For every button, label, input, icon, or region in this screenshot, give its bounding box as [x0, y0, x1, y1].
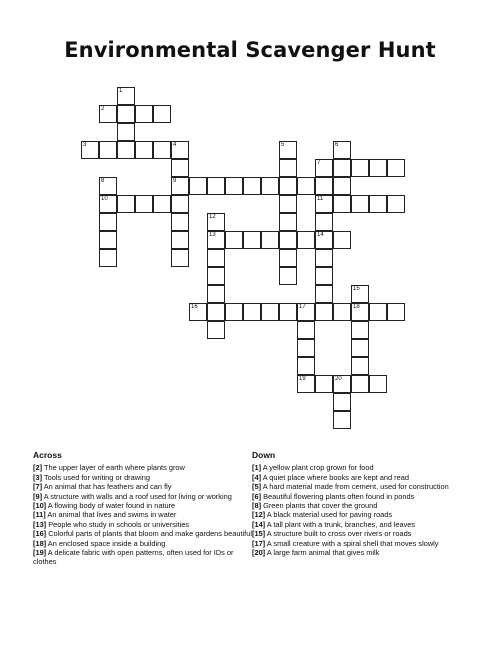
grid-cell[interactable] — [297, 321, 315, 339]
clue-text: A black material used for paving roads — [265, 510, 393, 520]
clue-number: [4] — [252, 472, 262, 482]
grid-cell[interactable] — [297, 375, 315, 393]
clue-number: [16] — [33, 529, 47, 539]
grid-cell[interactable] — [171, 213, 189, 231]
cell-number: 12 — [209, 214, 216, 220]
clue-text: A hard material made from cement, used for construction — [261, 482, 449, 492]
clue-text: A structure with walls and a roof used for living or working — [42, 491, 232, 501]
across-clue — [33, 463, 255, 472]
grid-cell[interactable] — [225, 231, 243, 249]
grid-cell[interactable] — [171, 141, 189, 159]
clue-text: An animal that has feathers and can fly — [42, 482, 172, 492]
down-clues — [252, 451, 474, 557]
clue-number: [17] — [252, 538, 266, 548]
grid-cell[interactable] — [207, 303, 225, 321]
cell-number: 13 — [209, 232, 216, 238]
cell-number: 14 — [317, 232, 324, 238]
clue-text: The upper layer of earth where plants grow — [42, 463, 185, 473]
grid-cell[interactable] — [207, 213, 225, 231]
clue-text: A yellow plant crop grown for food — [261, 463, 374, 473]
cell-number: 16 — [191, 304, 198, 310]
grid-cell[interactable] — [369, 195, 387, 213]
clue-number: [7] — [33, 482, 43, 492]
cell-number: 3 — [83, 142, 87, 148]
grid-cell[interactable] — [261, 231, 279, 249]
down-clue-list — [252, 463, 474, 557]
grid-cell[interactable] — [243, 303, 261, 321]
grid-cell[interactable] — [387, 303, 405, 321]
grid-cell[interactable] — [153, 195, 171, 213]
grid-cell[interactable] — [333, 159, 351, 177]
cell-number: 19 — [299, 376, 306, 382]
down-clue — [252, 463, 474, 472]
grid-cell[interactable] — [333, 393, 351, 411]
cell-number: 20 — [335, 376, 342, 382]
clue-number: [12] — [252, 510, 266, 520]
grid-cell[interactable] — [279, 141, 297, 159]
puzzle-title: Environmental Scavenger Hunt — [64, 38, 436, 62]
cell-number: 11 — [317, 196, 324, 202]
grid-cell[interactable] — [297, 357, 315, 375]
down-clue — [252, 473, 474, 482]
cell-number: 8 — [101, 178, 105, 184]
across-heading: Across — [33, 450, 62, 460]
clue-number: [15] — [252, 529, 266, 539]
grid-cell[interactable] — [315, 267, 333, 285]
grid-cell[interactable] — [81, 141, 99, 159]
clue-text: Beautiful flowering plants often found in ponds — [261, 491, 415, 501]
grid-cell[interactable] — [189, 303, 207, 321]
grid-cell[interactable] — [333, 141, 351, 159]
grid-cell[interactable] — [333, 231, 351, 249]
clue-text: A small creature with a spiral shell that moves slowly — [265, 538, 439, 548]
across-clue — [33, 520, 255, 529]
grid-cell[interactable] — [351, 285, 369, 303]
across-clue — [33, 548, 255, 567]
grid-cell[interactable] — [189, 177, 207, 195]
clue-text: People who study in schools or universities — [46, 519, 190, 529]
grid-cell[interactable] — [261, 177, 279, 195]
grid-cell[interactable] — [387, 195, 405, 213]
grid-cell[interactable] — [351, 321, 369, 339]
grid-cell[interactable] — [315, 159, 333, 177]
grid-cell[interactable] — [99, 141, 117, 159]
grid-cell[interactable] — [117, 141, 135, 159]
grid-cell[interactable] — [387, 159, 405, 177]
down-clue — [252, 539, 474, 548]
cell-number: 5 — [281, 142, 285, 148]
grid-cell[interactable] — [369, 375, 387, 393]
grid-cell[interactable] — [351, 303, 369, 321]
grid-cell[interactable] — [243, 177, 261, 195]
across-clue — [33, 529, 255, 538]
clue-text: A large farm animal that gives milk — [265, 548, 380, 558]
across-clue — [33, 492, 255, 501]
grid-cell[interactable] — [207, 231, 225, 249]
cell-number: 4 — [173, 142, 177, 148]
grid-cell[interactable] — [225, 303, 243, 321]
grid-cell[interactable] — [333, 195, 351, 213]
across-clue — [33, 501, 255, 510]
grid-cell[interactable] — [333, 303, 351, 321]
clue-number: [10] — [33, 501, 47, 511]
grid-cell[interactable] — [279, 249, 297, 267]
clue-text: Colorful parts of plants that bloom and make gardens beautiful — [46, 529, 252, 539]
down-clue — [252, 501, 474, 510]
grid-cell[interactable] — [207, 177, 225, 195]
grid-cell[interactable] — [279, 159, 297, 177]
grid-cell[interactable] — [225, 177, 243, 195]
grid-cell[interactable] — [99, 213, 117, 231]
across-clue — [33, 473, 255, 482]
grid-cell[interactable] — [207, 321, 225, 339]
cell-number: 15 — [353, 286, 360, 292]
clue-number: [14] — [252, 519, 266, 529]
grid-cell[interactable] — [207, 267, 225, 285]
grid-cell[interactable] — [351, 357, 369, 375]
grid-cell[interactable] — [99, 105, 117, 123]
grid-cell[interactable] — [315, 249, 333, 267]
cell-number: 9 — [173, 178, 177, 184]
grid-cell[interactable] — [171, 231, 189, 249]
grid-cell[interactable] — [99, 195, 117, 213]
grid-cell[interactable] — [315, 213, 333, 231]
grid-cell[interactable] — [243, 231, 261, 249]
grid-cell[interactable] — [279, 231, 297, 249]
grid-cell[interactable] — [207, 249, 225, 267]
grid-cell[interactable] — [297, 339, 315, 357]
clue-number: [20] — [252, 548, 266, 558]
grid-cell[interactable] — [369, 303, 387, 321]
grid-cell[interactable] — [117, 87, 135, 105]
down-clue — [252, 510, 474, 519]
grid-cell[interactable] — [351, 339, 369, 357]
clue-number: [5] — [252, 482, 262, 492]
clue-number: [18] — [33, 538, 47, 548]
grid-cell[interactable] — [135, 141, 153, 159]
grid-cell[interactable] — [117, 105, 135, 123]
down-clue — [252, 492, 474, 501]
across-clue — [33, 482, 255, 491]
grid-cell[interactable] — [99, 177, 117, 195]
grid-cell[interactable] — [369, 159, 387, 177]
grid-cell[interactable] — [99, 249, 117, 267]
clue-text: A flowing body of water found in nature — [46, 501, 176, 511]
grid-cell[interactable] — [351, 375, 369, 393]
grid-cell[interactable] — [333, 177, 351, 195]
grid-cell[interactable] — [333, 411, 351, 429]
grid-cell[interactable] — [117, 195, 135, 213]
down-clue — [252, 529, 474, 538]
clue-number: [2] — [33, 463, 43, 473]
grid-cell[interactable] — [171, 159, 189, 177]
grid-cell[interactable] — [117, 123, 135, 141]
clue-text: An enclosed space inside a building — [46, 538, 166, 548]
cell-number: 10 — [101, 196, 108, 202]
grid-cell[interactable] — [315, 303, 333, 321]
grid-cell[interactable] — [315, 375, 333, 393]
across-clues — [33, 451, 255, 567]
clue-text: Green plants that cover the ground — [261, 501, 378, 511]
grid-cell[interactable] — [135, 105, 153, 123]
grid-cell[interactable] — [279, 195, 297, 213]
grid-cell[interactable] — [207, 285, 225, 303]
grid-cell[interactable] — [153, 105, 171, 123]
across-clue — [33, 539, 255, 548]
cell-number: 1 — [119, 88, 123, 94]
grid-cell[interactable] — [297, 177, 315, 195]
cell-number: 2 — [101, 106, 105, 112]
clue-text: An animal that lives and swims in water — [45, 510, 177, 520]
cell-number: 7 — [317, 160, 321, 166]
clue-text: A structure built to cross over rivers or roads — [265, 529, 412, 539]
clue-text: A tall plant with a trunk, branches, and leaves — [265, 519, 416, 529]
down-heading: Down — [252, 450, 276, 460]
across-clue-list — [33, 463, 255, 566]
clue-number: [9] — [33, 491, 43, 501]
grid-cell[interactable] — [351, 159, 369, 177]
grid-cell[interactable] — [315, 285, 333, 303]
grid-cell[interactable] — [135, 195, 153, 213]
grid-cell[interactable] — [171, 195, 189, 213]
grid-cell[interactable] — [279, 303, 297, 321]
grid-cell[interactable] — [279, 267, 297, 285]
clue-number: [13] — [33, 519, 47, 529]
down-clue — [252, 548, 474, 557]
clue-text: A quiet place where books are kept and read — [261, 472, 409, 482]
grid-cell[interactable] — [315, 177, 333, 195]
clue-number: [11] — [33, 510, 46, 520]
grid-cell[interactable] — [99, 231, 117, 249]
grid-cell[interactable] — [297, 303, 315, 321]
clue-number: [19] — [33, 548, 47, 558]
cell-number: 6 — [335, 142, 339, 148]
down-clue — [252, 482, 474, 491]
clue-text: Tools used for writing or drawing — [42, 472, 150, 482]
clue-text: A delicate fabric with open patterns, often used for IDs or clothes — [33, 548, 234, 567]
clue-number: [8] — [252, 501, 262, 511]
grid-cell[interactable] — [171, 249, 189, 267]
clue-number: [1] — [252, 463, 262, 473]
clue-number: [3] — [33, 472, 43, 482]
grid-cell[interactable] — [153, 141, 171, 159]
grid-cell[interactable] — [261, 303, 279, 321]
grid-cell[interactable] — [315, 195, 333, 213]
cell-number: 18 — [353, 304, 360, 310]
grid-cell[interactable] — [351, 195, 369, 213]
clue-number: [6] — [252, 491, 262, 501]
grid-cell[interactable] — [297, 231, 315, 249]
down-clue — [252, 520, 474, 529]
cell-number: 17 — [299, 304, 306, 310]
grid-cell[interactable] — [279, 213, 297, 231]
grid-cell[interactable] — [333, 375, 351, 393]
across-clue — [33, 510, 255, 519]
grid-cell[interactable] — [279, 177, 297, 195]
grid-cell[interactable] — [171, 177, 189, 195]
grid-cell[interactable] — [315, 231, 333, 249]
